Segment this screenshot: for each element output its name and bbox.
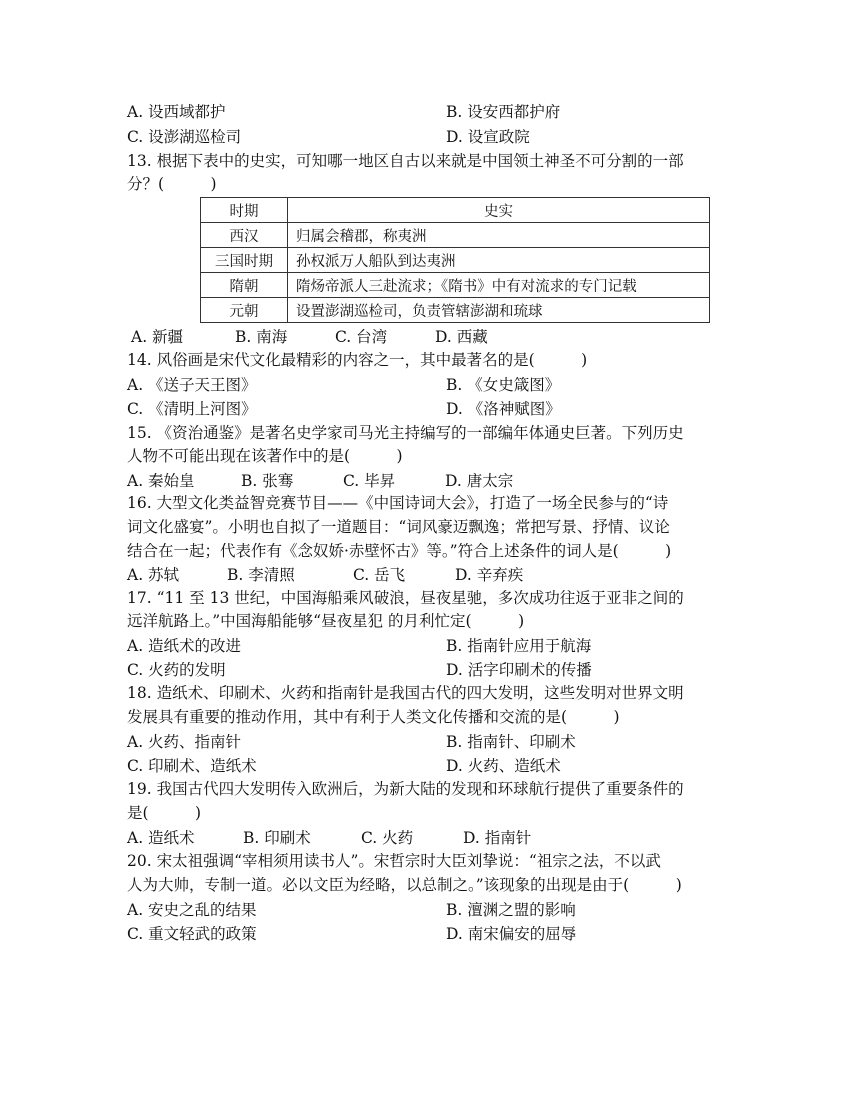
- q12-option-b: B. 设安西都护府: [446, 103, 561, 121]
- q17-option-c: C. 火药的发明: [127, 661, 226, 679]
- q19-options: [127, 828, 531, 848]
- table-cell-fact: 孙权派万人船队到达夷洲: [288, 248, 710, 273]
- q13-option-c: C. 台湾: [335, 328, 388, 346]
- history-facts-table: [200, 197, 710, 323]
- q13-option-a: A. 新疆: [131, 328, 184, 346]
- q15-option-a: A. 秦始皇: [127, 472, 195, 490]
- q14-option-d: D. 《洛神赋图》: [446, 400, 561, 418]
- q16-stem-line3: 结合在一起；代表作有《念奴娇·赤壁怀古》等。”符合上述条件的词人是( ): [127, 542, 672, 560]
- q16-options: [127, 565, 523, 585]
- q15-option-b: B. 张骞: [241, 472, 294, 490]
- q18-option-d: D. 火药、造纸术: [446, 757, 561, 775]
- q12-option-d: D. 设宣政院: [446, 128, 530, 146]
- q19-option-c: C. 火药: [361, 829, 414, 847]
- q20-stem-line1: 20. 宋太祖强调“宰相须用读书人”。宋哲宗时大臣刘挚说：“祖宗之法，不以武: [127, 852, 661, 870]
- q14-option-c: C. 《清明上河图》: [127, 400, 257, 418]
- table-header-period: 时期: [201, 198, 288, 223]
- q12-option-c: C. 设澎湖巡检司: [127, 128, 242, 146]
- q18-option-c: C. 印刷术、造纸术: [127, 757, 257, 775]
- q16-stem-line1: 16. 大型文化类益智竞赛节目——《中国诗词大会》，打造了一场全民参与的“诗: [127, 494, 669, 512]
- table-row: [201, 298, 710, 323]
- q15-option-c: C. 毕昇: [343, 472, 396, 490]
- q20-stem-line2: 人为大帅，专制一道。必以文臣为经略，以总制之。”该现象的出现是由于( ): [127, 876, 682, 894]
- q15-stem-line2: 人物不可能出现在该著作中的是( ): [127, 447, 403, 465]
- table-row: [201, 248, 710, 273]
- q19-option-d: D. 指南针: [463, 829, 532, 847]
- q18-stem-line1: 18. 造纸术、印刷术、火药和指南针是我国古代的四大发明，这些发明对世界文明: [127, 684, 684, 702]
- q13-stem-line1: 13. 根据下表中的史实，可知哪一地区自古以来就是中国领土神圣不可分割的一部: [127, 152, 684, 170]
- q15-option-d: D. 唐太宗: [445, 472, 514, 490]
- q15-options: [127, 471, 513, 491]
- q14-option-b: B. 《女史箴图》: [446, 376, 561, 394]
- q16-option-c: C. 岳飞: [353, 566, 406, 584]
- q18-option-a: A. 火药、指南针: [127, 733, 242, 751]
- q20-option-d: D. 南宋偏安的屈辱: [446, 925, 577, 943]
- table-header-row: [201, 198, 710, 223]
- table-cell-period: 元朝: [201, 298, 288, 323]
- table-cell-period: 三国时期: [201, 248, 288, 273]
- table-cell-period: 西汉: [201, 223, 288, 248]
- q20-option-b: B. 澶渊之盟的影响: [446, 901, 576, 919]
- q16-option-a: A. 苏轼: [127, 566, 180, 584]
- q19-stem-line2: 是( ): [127, 804, 202, 822]
- q18-option-b: B. 指南针、印刷术: [446, 733, 576, 751]
- table-cell-fact: 归属会稽郡，称夷洲: [288, 223, 710, 248]
- q17-option-b: B. 指南针应用于航海: [446, 637, 592, 655]
- table-cell-fact: 设置澎湖巡检司，负责管辖澎湖和琉球: [288, 298, 710, 323]
- q17-option-d: D. 活字印刷术的传播: [446, 661, 592, 679]
- table-row: [201, 223, 710, 248]
- q19-option-b: B. 印刷术: [243, 829, 311, 847]
- q13-options: [131, 327, 488, 347]
- q16-option-b: B. 李清照: [227, 566, 295, 584]
- q14-option-a: A. 《送子天王图》: [127, 376, 257, 394]
- q17-stem-line1: 17. “11 至 13 世纪，中国海船乘风破浪，昼夜星驰，多次成功往返于亚非之间的: [127, 589, 684, 607]
- q13-stem-line2: 分？( ): [127, 175, 217, 193]
- q20-option-a: A. 安史之乱的结果: [127, 901, 257, 919]
- q15-stem-line1: 15. 《资治通鉴》是著名史学家司马光主持编写的一部编年体通史巨著。下列历史: [127, 424, 684, 442]
- q19-stem-line1: 19. 我国古代四大发明传入欧洲后，为新大陆的发现和环球航行提供了重要条件的: [127, 780, 684, 798]
- q12-option-a: A. 设西域都护: [127, 103, 226, 121]
- q16-stem-line2: 词文化盛宴”。小明也自拟了一道题目：“词风豪迈飘逸；常把写景、抒情、议论: [127, 518, 670, 536]
- q13-option-b: B. 南海: [235, 328, 288, 346]
- table-cell-fact: 隋炀帝派人三赴流求；《隋书》中有对流求的专门记载: [288, 273, 710, 298]
- q14-stem: 14. 风俗画是宋代文化最精彩的内容之一，其中最著名的是( ): [127, 351, 588, 369]
- q18-stem-line2: 发展具有重要的推动作用，其中有利于人类文化传播和交流的是( ): [127, 708, 620, 726]
- table-header-fact: 史实: [288, 198, 710, 223]
- q16-option-d: D. 辛弃疾: [455, 566, 524, 584]
- q19-option-a: A. 造纸术: [127, 829, 195, 847]
- q13-option-d: D. 西藏: [435, 328, 488, 346]
- q17-stem-line2: 远洋航路上。”中国海船能够“昼夜星犯 的月利忙定( ): [127, 612, 525, 630]
- q17-option-a: A. 造纸术的改进: [127, 637, 242, 655]
- table-cell-period: 隋朝: [201, 273, 288, 298]
- table-row: [201, 273, 710, 298]
- q20-option-c: C. 重文轻武的政策: [127, 925, 257, 943]
